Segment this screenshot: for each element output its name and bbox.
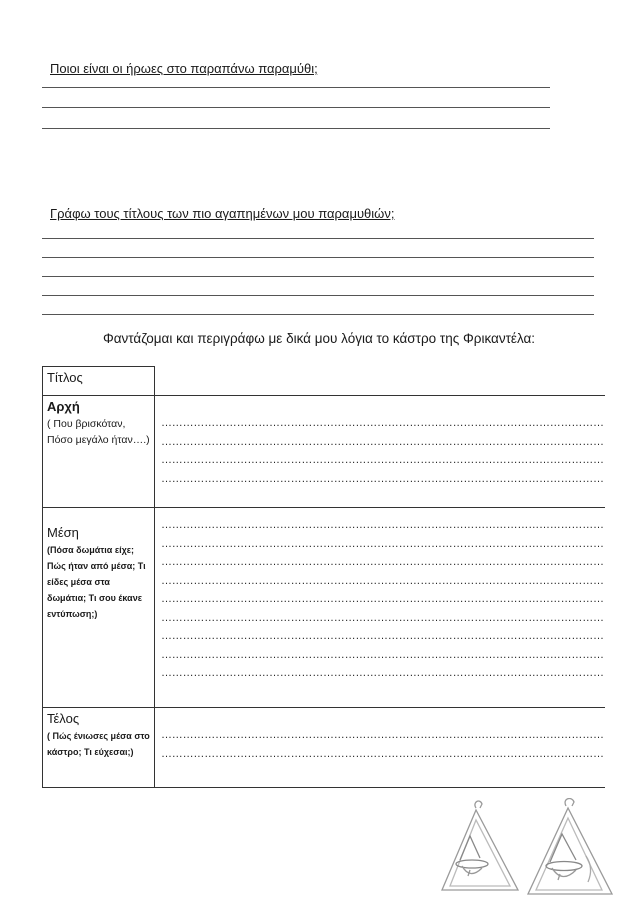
answer-line[interactable]: [42, 128, 550, 129]
title-answer-cell[interactable]: [155, 367, 606, 396]
table-row-middle: [43, 508, 606, 708]
middle-label: Μέση: [47, 525, 79, 540]
middle-label-cell: [43, 508, 155, 708]
witch-triangle-icon: [436, 798, 636, 898]
dotted-line: ……………………………………………………………………………………………………………: [161, 472, 604, 485]
answer-line[interactable]: [42, 87, 550, 88]
end-label: Τέλος: [47, 711, 80, 726]
title-label: Τίτλος: [47, 370, 83, 385]
dotted-line: ……………………………………………………………………………………………………………: [161, 537, 604, 550]
table-row-beginning: [43, 396, 606, 508]
dotted-line: ……………………………………………………………………………………………………………: [161, 593, 604, 605]
answer-line[interactable]: [42, 238, 594, 239]
dotted-line: ……………………………………………………………………………………………………………: [161, 519, 604, 531]
castle-description-heading: Φαντάζομαι και περιγράφω με δικά μου λόγια το κάστρο της Φρικαντέλα:: [102, 331, 536, 346]
dotted-line: ……………………………………………………………………………………………………………: [161, 454, 604, 466]
dotted-line: ……………………………………………………………………………………………………………: [161, 729, 604, 741]
beginning-label-cell: [43, 396, 155, 508]
answer-line[interactable]: [42, 314, 594, 315]
dotted-line: ……………………………………………………………………………………………………………: [161, 630, 604, 642]
beginning-answer-cell[interactable]: [155, 396, 606, 508]
answer-line[interactable]: [42, 276, 594, 277]
beginning-prompt: ( Που βρισκόταν, Πόσο μεγάλο ήταν….): [47, 418, 150, 446]
middle-prompt: (Πόσα δωμάτια είχε; Πώς ήταν από μέσα; Τι είδες μέσα στα δωμάτια; Τι σου έκανε εντύπωση;): [47, 545, 146, 619]
dotted-line: ……………………………………………………………………………………………………………: [161, 556, 604, 568]
table-row-title: [43, 367, 606, 396]
dotted-line: ……………………………………………………………………………………………………………: [161, 435, 604, 448]
end-answer-cell[interactable]: [155, 708, 606, 788]
answer-line[interactable]: [42, 257, 594, 258]
table-row-end: [43, 708, 606, 788]
dotted-line: ……………………………………………………………………………………………………………: [161, 611, 604, 624]
beginning-label: Αρχή: [47, 399, 80, 414]
answer-line[interactable]: [42, 107, 550, 108]
title-label-cell: [43, 367, 155, 396]
dotted-line: ……………………………………………………………………………………………………………: [161, 667, 604, 679]
question-heroes: Ποιοι είναι οι ήρωες στο παραπάνω παραμύθι;: [50, 61, 318, 76]
end-label-cell: [43, 708, 155, 788]
dotted-line: ……………………………………………………………………………………………………………: [161, 648, 604, 661]
story-structure-table: [42, 366, 605, 788]
dotted-line: ……………………………………………………………………………………………………………: [161, 574, 604, 587]
dotted-line: ……………………………………………………………………………………………………………: [161, 747, 604, 760]
dotted-line: ……………………………………………………………………………………………………………: [161, 417, 604, 429]
question-favorite-titles: Γράφω τους τίτλους των πιο αγαπημένων μου παραμυθιών;: [50, 206, 395, 221]
answer-line[interactable]: [42, 295, 594, 296]
middle-answer-cell[interactable]: [155, 508, 606, 708]
end-prompt: ( Πώς ένιωσες μέσα στο κάστρο; Τι εύχεσαι;): [47, 731, 150, 757]
